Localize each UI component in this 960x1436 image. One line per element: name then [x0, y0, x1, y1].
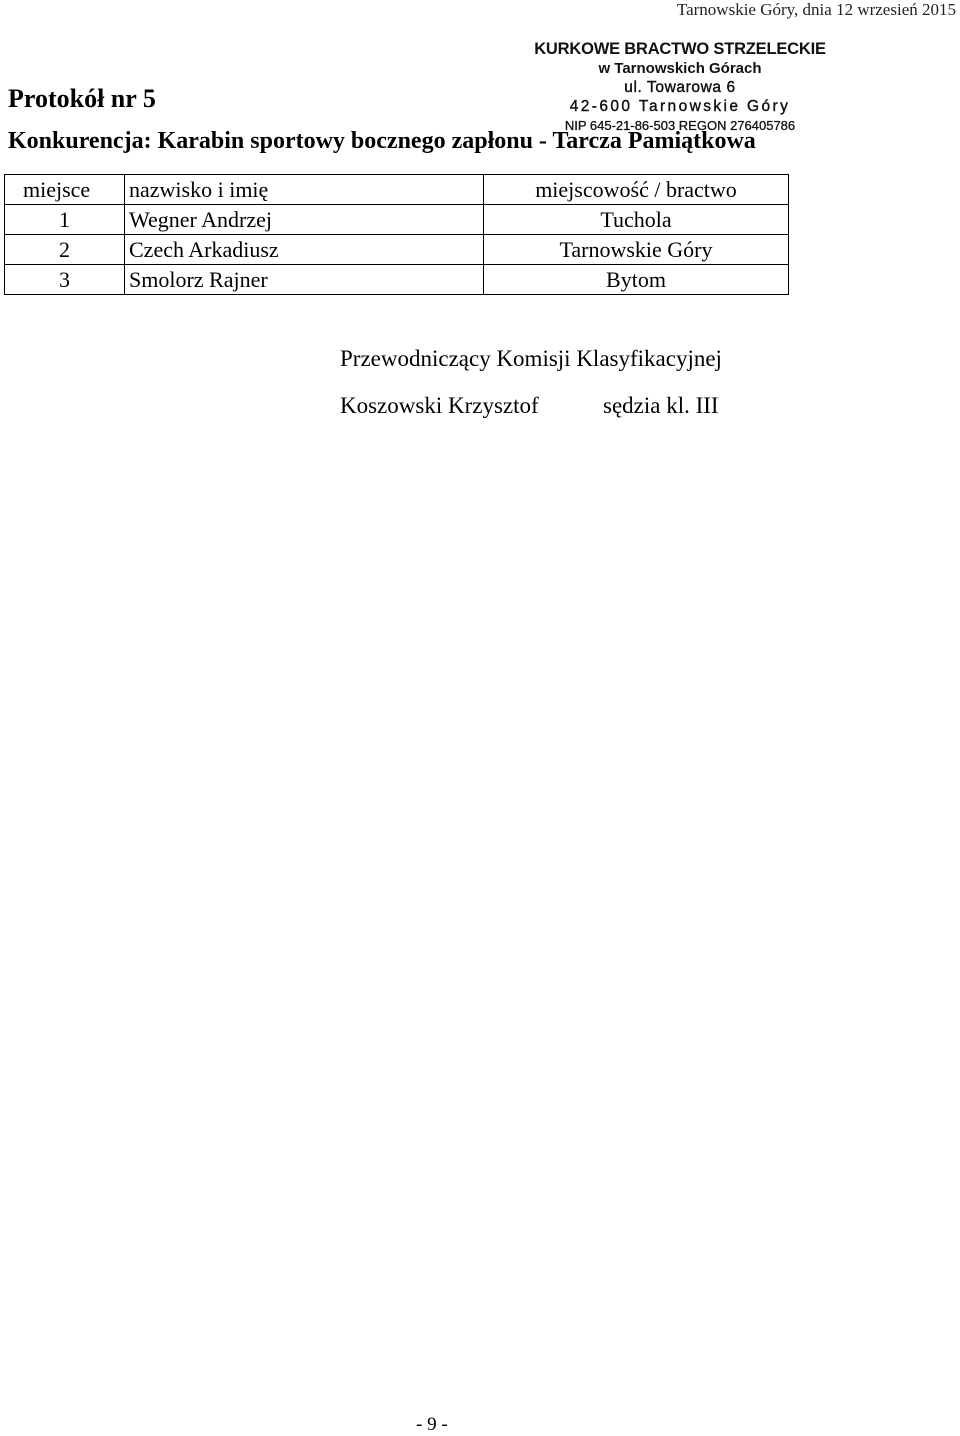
table-header-row [5, 175, 789, 205]
table-row [5, 205, 789, 235]
stamp-line-postcode: 42-600 Tarnowskie Góry [569, 98, 791, 115]
cell-name: Czech Arkadiusz [125, 235, 484, 265]
protocol-title: Protokół nr 5 [8, 84, 156, 113]
header-name: nazwisko i imię [125, 175, 484, 205]
cell-name: Wegner Andrzej [125, 205, 484, 235]
table-row [5, 265, 789, 295]
page-number: - 9 - [416, 1414, 448, 1435]
stamp-line-name: KURKOWE BRACTWO STRZELECKIE [534, 40, 826, 58]
cell-name: Smolorz Rajner [125, 265, 484, 295]
table-row [5, 235, 789, 265]
place-date: Tarnowskie Góry, dnia 12 wrzesień 2015 [676, 0, 956, 19]
judge-name: Koszowski Krzysztof [340, 393, 539, 418]
stamp-line-street: ul. Towarowa 6 [624, 79, 736, 96]
stamp-line-nip-regon: NIP 645-21-86-503 REGON 276405786 [564, 118, 796, 133]
judge-class: sędzia kl. III [603, 393, 719, 418]
cell-place: 3 [5, 265, 125, 295]
competition-title: Konkurencja: Karabin sportowy bocznego zapłonu - Tarcza Pamiątkowa [8, 128, 756, 154]
chair-title: Przewodniczący Komisji Klasyfikacyjnej [340, 346, 722, 371]
cell-place: 1 [5, 205, 125, 235]
cell-town: Tuchola [484, 205, 789, 235]
club-stamp [520, 40, 840, 135]
cell-place: 2 [5, 235, 125, 265]
results-table [4, 174, 789, 295]
stamp-line-city: w Tarnowskich Górach [598, 60, 762, 77]
header-town: miejscowość / bractwo [484, 175, 789, 205]
cell-town: Tarnowskie Góry [484, 235, 789, 265]
cell-town: Bytom [484, 265, 789, 295]
header-place: miejsce [5, 175, 125, 205]
